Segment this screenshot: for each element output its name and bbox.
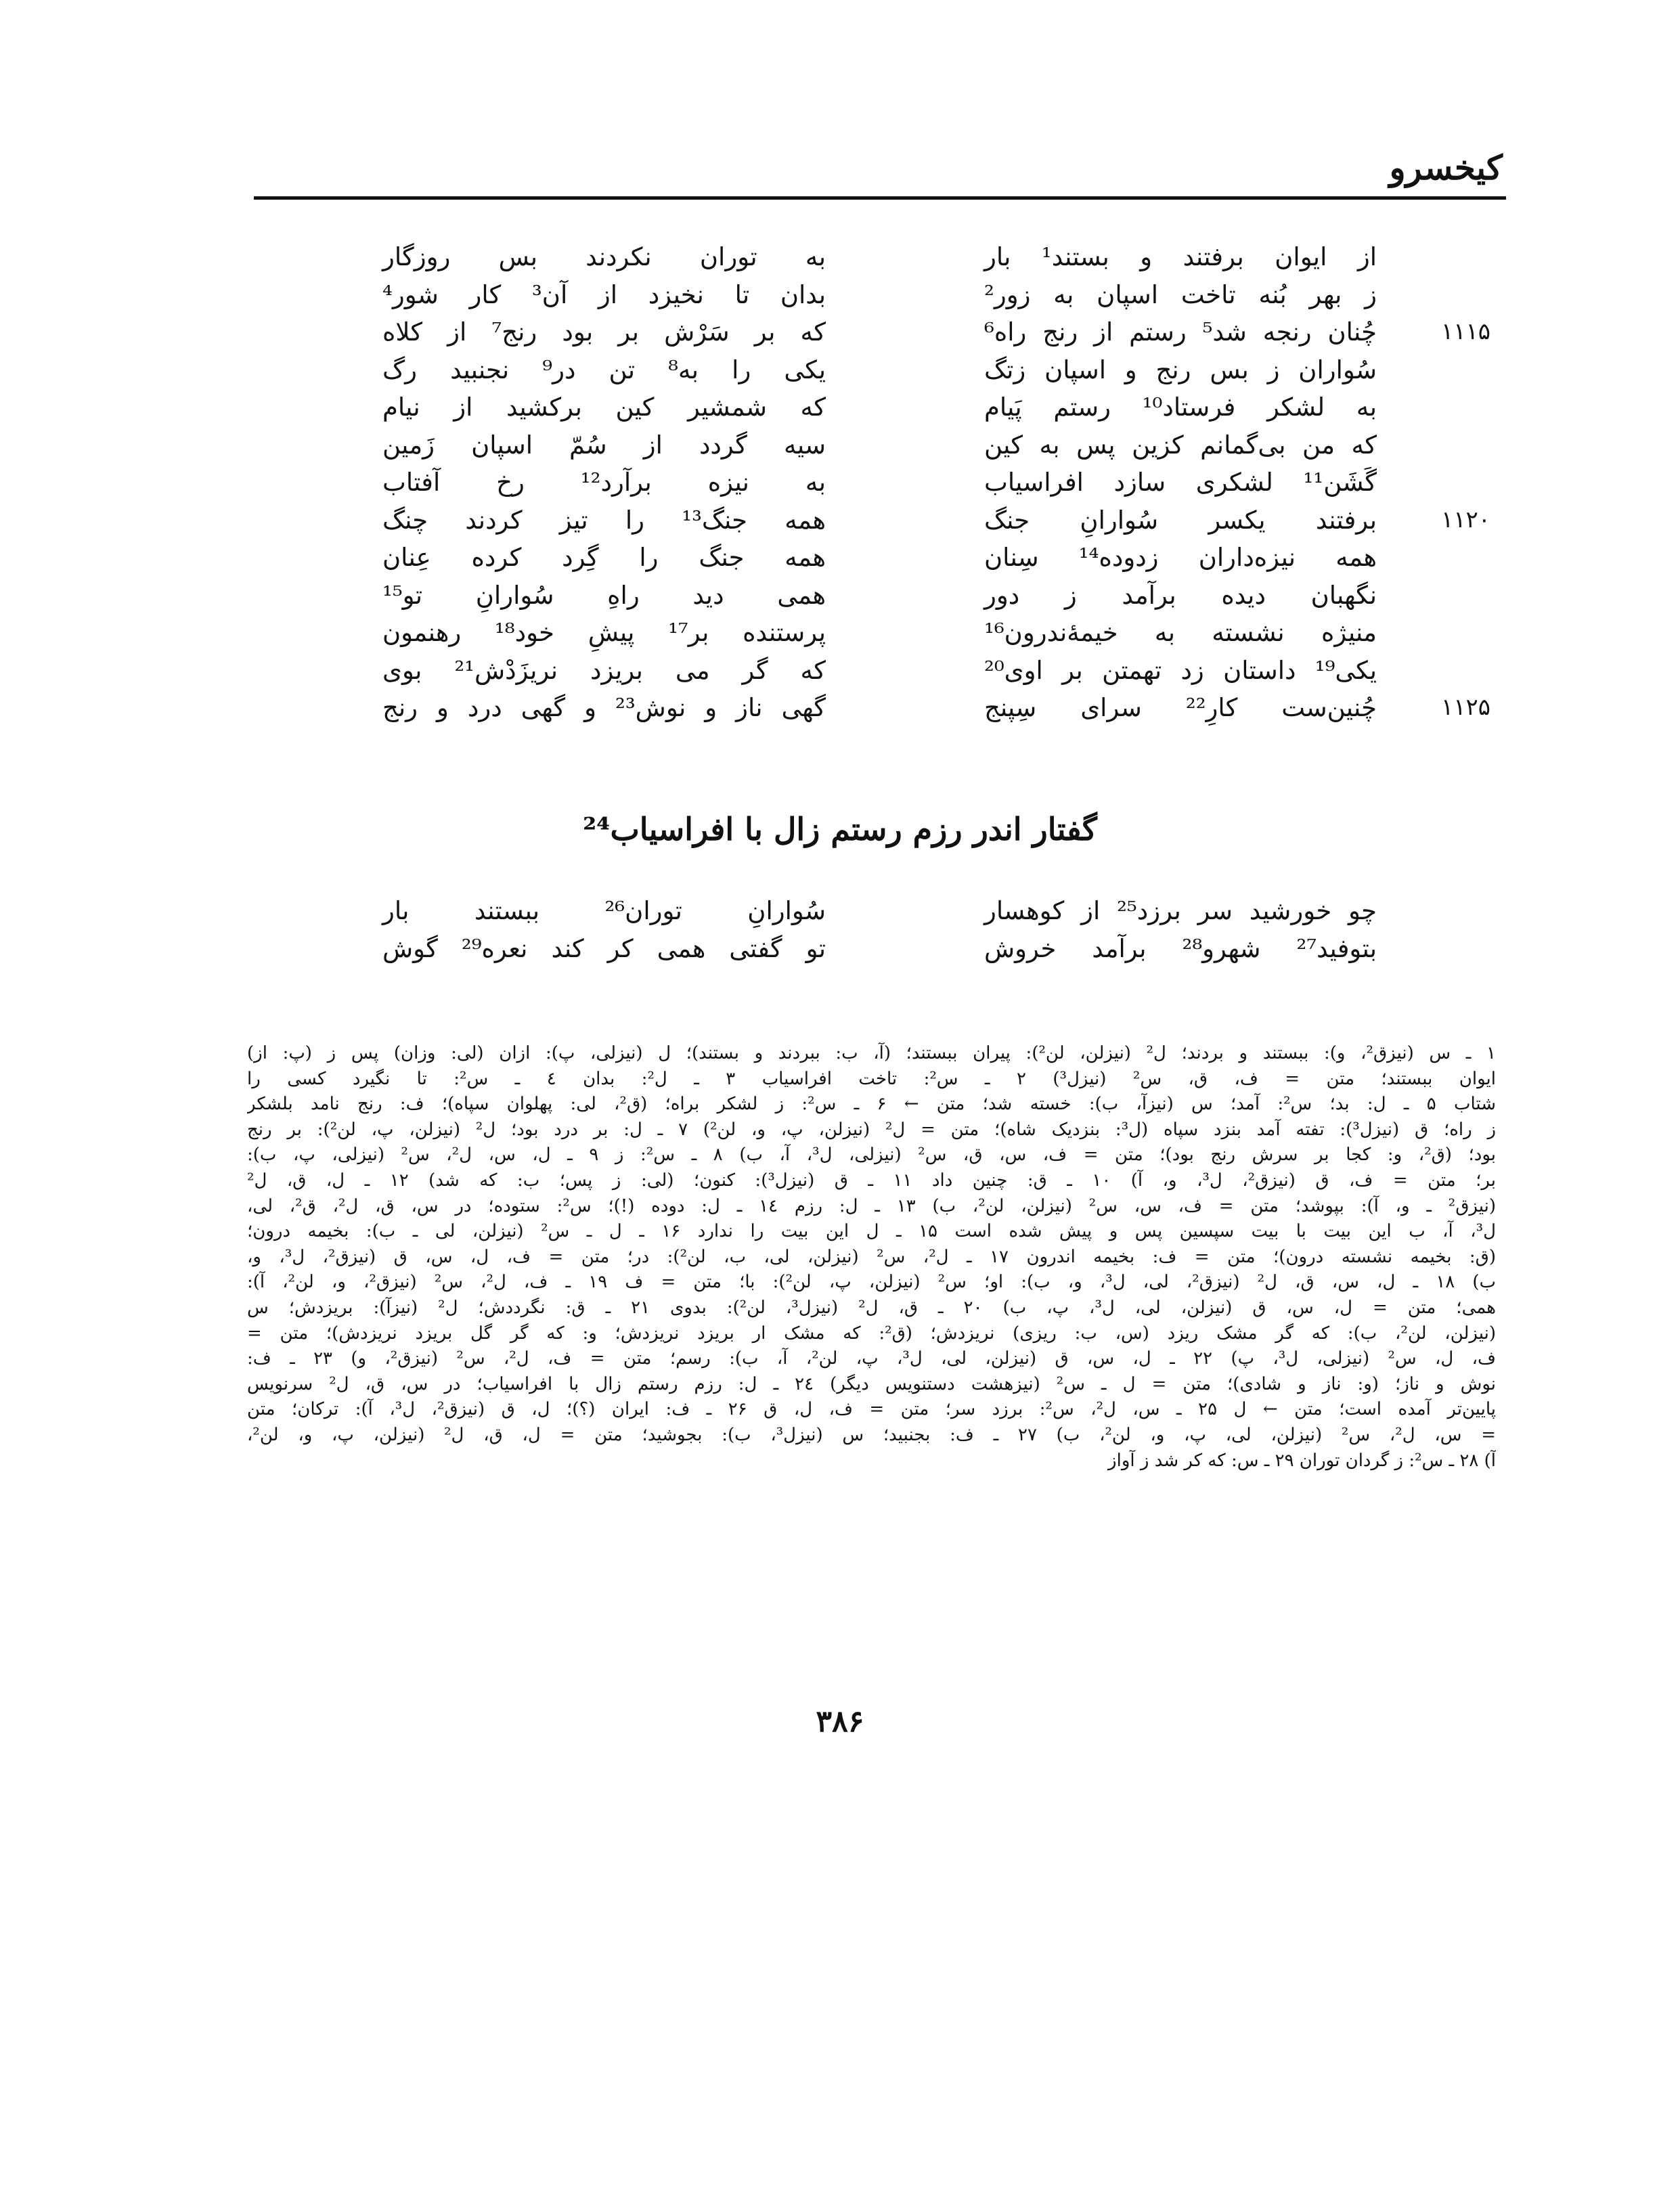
footnotes (247, 1041, 1496, 1474)
verse-line-number: ۱۱۲۰ (1440, 506, 1490, 533)
verse-line-number: ۱۱۲۵ (1440, 694, 1490, 721)
second-hemistich: که بر سَرْش بر بود رنج⁷ از کلاه (382, 317, 826, 347)
footnote-line: نوش و ناز؛ (و: ناز و شادی)؛ متن = ل ـ س² (نیزهشت دستنویس دیگر) ۲٤ ـ ل: رزم رستم زال با افراسیاب؛ در س، ق، ل² سرنویس (247, 1373, 1496, 1394)
verse-row (0, 652, 1680, 690)
footnote-line: (نیزلن، لن²، ب): که گر مشک ریزد (س، ب: ریزی) نریزدش؛ (ق²: که مشک ار بریزد نریزدش؛ و: که گر گل بریزد نریزدش)؛ متن = (247, 1323, 1496, 1344)
first-hemistich: از ایوان برفتند و بستند¹ بار (984, 242, 1377, 271)
verse-row (0, 614, 1680, 652)
first-hemistich: بتوفید²⁷ شهرو²⁸ برآمد خروش (984, 933, 1377, 963)
footnote-line: آ) ۲۸ ـ س²: ز گردان توران ۲۹ ـ س: که کر شد ز آواز (1108, 1450, 1496, 1471)
footnote-line: = س، ل²، س² (نیزلن، لی، پ، و، لن²، ب) ۲۷ ـ ف: بجنبید؛ س (نیزل³، ب): بجوشید؛ متن = ل، ق، ل² (نیزلن، پ، و، لن²، (247, 1424, 1496, 1445)
second-hemistich: بدان تا نخیزد از آن³ کار شور⁴ (382, 280, 826, 309)
second-hemistich: که گر می بریزد نریزَدْش²¹ بوی (382, 655, 826, 685)
footnote-line: ز راه؛ ق (نیزل³): تفته آمد بنزد سپاه (ل³: بنزدیک شاه)؛ متن = ل² (نیزلن، پ، و، لن²) ۷ ـ ل: بر درد بود؛ ل² (نیزلن، پ، لن²): بر رنج (247, 1119, 1496, 1140)
first-hemistich: به لشکر فرستاد¹⁰ رستم پَیام (984, 393, 1377, 422)
footnote-line: ف، ل، س² (نیزلی، ل³، پ) ۲۲ ـ ل، س، ق (نیزلن، لی، ل³، پ، لن²، آ، ب): رسم؛ متن = ف، ل²، س² (نیزق²، و) ۲۳ ـ ف: (247, 1348, 1496, 1369)
second-hemistich: به توران نکردند بس روزگار (382, 242, 826, 271)
footnote-line: شتاب ۵ ـ ل: بد؛ س²: آمد؛ س (نیزآ، ب): خسته شد؛ متن ← ۶ ـ س²: ز لشکر براه؛ (ق²، لی: پهلوان سپاه)؛ ف: رنج نامد بلشکر (247, 1094, 1496, 1115)
footnote-line: بر؛ متن = ف، ق (نیزق²، ل³، و، آ) ۱۰ ـ ق: چنین داد ۱۱ ـ ق (نیزل³): کنون؛ (لی: ز پس؛ ب: که شد) ۱۲ ـ ل، ق، ل² (247, 1170, 1496, 1191)
footnote-line: بود؛ (ق²، و: کجا بر سرش رنج بود)؛ متن = ف، س، ق، س² (نیزلی، ل³، آ، ب) ۸ ـ س²: ز ۹ ـ ل، س، ل²، س² (نیزلی، پ، ب): (247, 1145, 1496, 1166)
footnote-line: ل³، آ، ب این بیت با بیت سپسین پس و پیش شده است ۱۵ ـ ل این بیت را ندارد ۱۶ ـ ل ـ س² (نیزلن، لی ـ ب): بخیمه درون؛ (247, 1221, 1496, 1242)
footnote-line: ایوان ببستند؛ متن = ف، ق، س² (نیزل³) ۲ ـ س²: تاخت افراسیاب ۳ ـ ل²: بدان ٤ ـ س²: تا نگیرد کسی را (247, 1068, 1496, 1089)
footnote-line: ۱ ـ س (نیزق²، و): ببستند و بردند؛ ل² (نیزلن، لن²): پیران ببستند؛ (آ، ب: ببردند و بستند)؛ ل (نیزلی، پ): ازان (لی: وزان) پس ز (پ: از) (247, 1043, 1496, 1063)
running-head: کیخسرو (1389, 148, 1503, 187)
section-title: گفتار اندر رزم رستم زال با افراسیاب²⁴ (583, 811, 1097, 847)
verse-row (0, 892, 1680, 930)
first-hemistich: چُنین‌ست کارِ²² سرای سِپنج (984, 693, 1377, 722)
second-hemistich: یکی را به⁸ تن در⁹ نجنبید رگ (382, 355, 826, 384)
verse-row (0, 351, 1680, 389)
first-hemistich: نگهبان دیده برآمد ز دور (984, 580, 1377, 610)
first-hemistich: چو خورشید سر برزد²⁵ از کوهسار (984, 896, 1377, 925)
verse-row (0, 464, 1680, 502)
verse-row (0, 238, 1680, 276)
verse-row (0, 539, 1680, 577)
first-hemistich: یکی¹⁹ داستان زد تهمتن بر اوی²⁰ (984, 655, 1377, 685)
footnote-line: پایین‌تر آمده است؛ متن ← ل ۲۵ ـ س، ل²، س²: برزد سر؛ متن = ف، ل، ق ۲۶ ـ ف: ایران (؟)؛ ل، ق (نیزق²، ل³، آ): ترکان؛ متن (247, 1399, 1496, 1420)
second-hemistich: تو گفتی همی کر کند نعره²⁹ گوش (382, 933, 826, 963)
second-hemistich: پرستنده بر¹⁷ پیشِ خود¹⁸ رهنمون (382, 618, 826, 647)
second-hemistich: سُوارانِ توران²⁶ ببستند بار (382, 896, 826, 925)
footnote-line: همی؛ متن = ل، س، ق (نیزلن، لی، ل³، پ، ب) ۲۰ ـ ق، ل² (نیزل³، لن²): بدوی ۲۱ ـ ق: نگرددش؛ ل² (نیزآ): بریزدش؛ س (247, 1297, 1496, 1318)
second-hemistich: به نیزه برآرد¹² رخ آفتاب (382, 468, 826, 497)
first-hemistich: برفتند یکسر سُوارانِ جنگ (984, 505, 1377, 535)
verse-row (0, 502, 1680, 539)
verse-block-2 (0, 892, 1680, 967)
verse-row (0, 577, 1680, 615)
footnote-line: ب) ۱۸ ـ ل، س، ق، ل² (نیزق²، لی، ل³، و، ب): او؛ س² (نیزلن، پ، لن²): با؛ متن = ف ۱۹ ـ ف، ل²، س² (نیزق²، و، لن²، آ): (247, 1272, 1496, 1293)
verse-block (0, 238, 1680, 727)
second-hemistich: همه جنگ¹³ را تیز کردند چنگ (382, 505, 826, 535)
header-rule (254, 196, 1506, 200)
verse-row (0, 313, 1680, 351)
second-hemistich: همه جنگ را گِرد کرده عِنان (382, 543, 826, 572)
verse-row (0, 930, 1680, 968)
verse-line-number: ۱۱۱۵ (1440, 318, 1490, 345)
first-hemistich: چُنان رنجه شد⁵ رستم از رنج راه⁶ (984, 317, 1377, 347)
first-hemistich: که من بی‌گمانم کزین پس به کین (984, 430, 1377, 460)
first-hemistich: منیژه نشسته به خیمهٔ‌ندرون¹⁶ (984, 618, 1377, 647)
footnote-line: (ق: بخیمه نشسته درون)؛ متن = ف: بخیمه اندرون ۱۷ ـ ل²، س² (نیزلن، لی، ب، لن²): در؛ متن = ف، ل، س، ق (نیزق²، ل³، و، (247, 1246, 1496, 1267)
verse-row (0, 276, 1680, 314)
second-hemistich: که شمشیر کین برکشید از نیام (382, 393, 826, 422)
first-hemistich: سُواران ز بس رنج و اسپان زتگ (984, 355, 1377, 384)
footnote-line: (نیزق² ـ و، آ): بپوشد؛ متن = ف، س، س² (نیزلن، لن²، ب) ۱۳ ـ ل: رزم ۱٤ ـ ل: دوده (!)؛ س²: ستوده؛ در س، ق، ل²، ق²، لی، (247, 1195, 1496, 1216)
first-hemistich: همه نیزه‌داران زدوده¹⁴ سِنان (984, 543, 1377, 572)
first-hemistich: ز بهر بُنه تاخت اسپان به زور² (984, 280, 1377, 309)
first-hemistich: گَشَن¹¹ لشکری سازد افراسیاب (984, 468, 1377, 497)
verse-row (0, 389, 1680, 426)
second-hemistich: همی دید راهِ سُوارانِ تو¹⁵ (382, 580, 826, 610)
verse-row (0, 426, 1680, 464)
second-hemistich: سیه گردد از سُمّ اسپان زَمین (382, 430, 826, 460)
second-hemistich: گهی ناز و نوش²³ و گهی درد و رنج (382, 693, 826, 722)
verse-row (0, 689, 1680, 727)
page-number: ۳۸۶ (816, 1704, 864, 1739)
